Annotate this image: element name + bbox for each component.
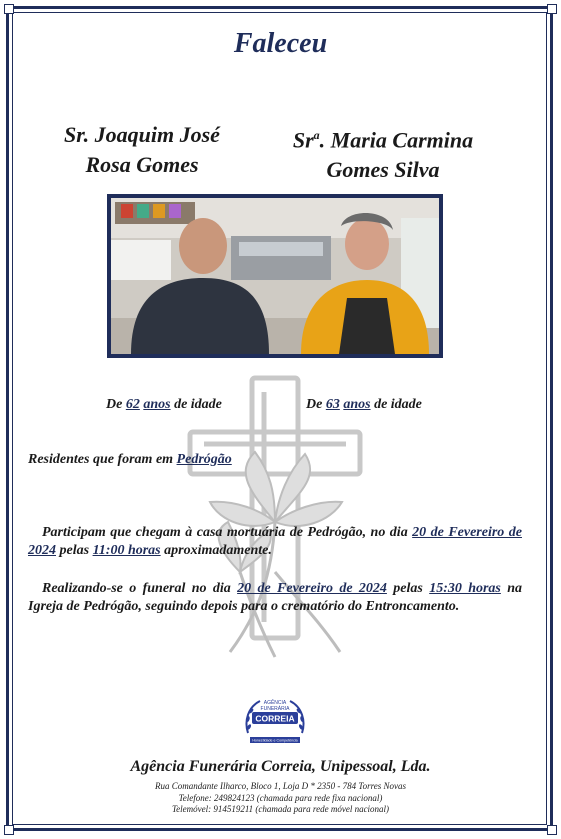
para-text: Realizando-se o funeral no dia (42, 581, 231, 596)
age-post: de idade (174, 397, 222, 412)
page-title: Faleceu (233, 28, 328, 59)
funeral-agency-logo (240, 693, 310, 753)
deceased-name-left (32, 120, 252, 180)
wake-paragraph (28, 524, 522, 560)
name-first: Joaquim José (94, 122, 220, 147)
name-prefix: Sr (292, 127, 314, 153)
logo-tagline: Honestidade e Competência (252, 738, 298, 743)
age-unit: anos (143, 397, 171, 412)
para-text: na Igreja de Pedrógão, seguindo depois para o crematório do Entroncamento. (28, 581, 523, 614)
name-line: Sr$^a$. Maria Carmina (292, 127, 474, 153)
name-last: Rosa Gomes (85, 152, 199, 177)
age-right (306, 397, 422, 413)
residence-place: Pedrógão (176, 452, 232, 467)
age-number: 62 (125, 397, 140, 412)
corner-ornament (4, 4, 14, 14)
para-text: aproximadamente. (164, 543, 272, 558)
age-left (106, 397, 222, 413)
funeral-date: 20 de Fevereiro de 2024 (237, 581, 387, 596)
funeral-time: 15:30 horas (429, 581, 501, 596)
logo-brand: CORREIA (255, 713, 295, 724)
para-text: pelas (393, 581, 423, 596)
para-text: pelas (59, 543, 90, 558)
age-unit: anos (343, 397, 371, 412)
name-prefix-sup: a (313, 128, 320, 142)
name-last: Gomes Silva (326, 157, 440, 183)
cross-lily-watermark-icon (180, 372, 380, 662)
logo-line1: AGÊNCIA (263, 700, 287, 706)
company-phone: Telefone: 249824123 (chamada para rede fixa nacional) (178, 793, 383, 803)
name-first: Maria Carmina (330, 127, 474, 153)
age-pre: De (306, 397, 323, 412)
age-post: de idade (374, 397, 422, 412)
company-name: Agência Funerária Correia, Unipessoal, Lda. (130, 758, 431, 775)
para-text: Participam que chegam à casa mortuária de Pedrógão, no dia (42, 525, 408, 540)
deceased-photo (107, 194, 443, 358)
wake-time: 11:00 horas (92, 543, 161, 558)
logo-line2: FUNERÁRIA (260, 706, 290, 712)
residence-text: Residentes que foram em (28, 452, 174, 467)
company-address: Rua Comandante Ilharco, Bloco 1, Loja D * 2350 - 784 Torres Novas (155, 781, 406, 791)
deceased-name-right (273, 120, 493, 185)
corner-ornament (547, 4, 557, 14)
residence-line (28, 452, 232, 468)
corner-ornament (547, 825, 557, 835)
funeral-paragraph (28, 580, 522, 616)
name-prefix: Sr. (64, 122, 90, 147)
age-pre: De (106, 397, 123, 412)
wake-date: 20 de Fevereiro de 2024 (28, 525, 522, 558)
age-number: 63 (325, 397, 340, 412)
name-line (32, 120, 252, 150)
company-mobile: Telemóvel: 914519211 (chamada para rede móvel nacional) (171, 804, 390, 814)
corner-ornament (4, 825, 14, 835)
